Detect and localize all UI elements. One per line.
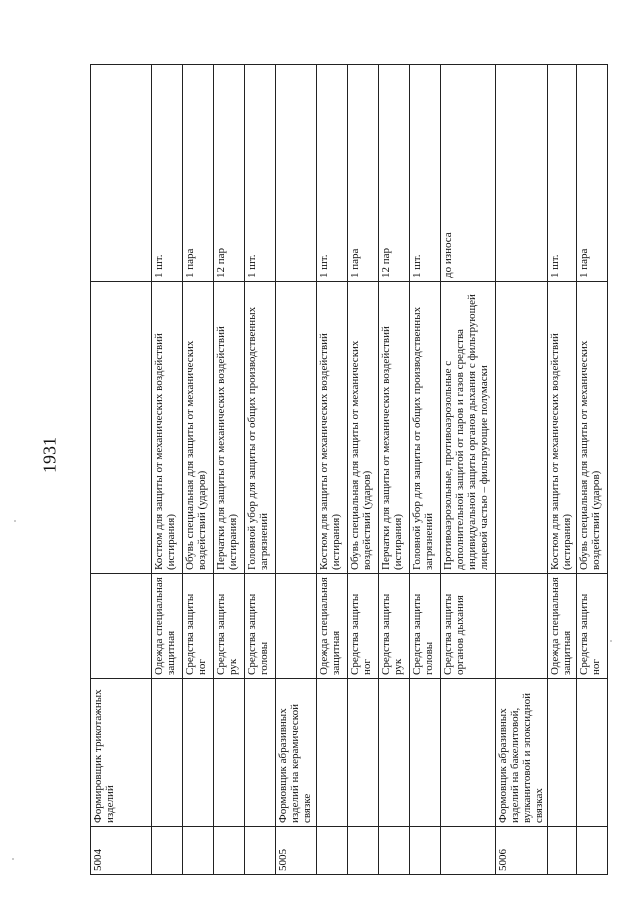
table-row (276, 65, 317, 875)
table-row (317, 65, 348, 875)
profession-name: Формировщик трикотажных изделий (91, 679, 152, 827)
ppe-category: Средства защиты ног (348, 574, 379, 679)
page-number: 1931 (39, 437, 60, 473)
ppe-category: Средства защиты головы (245, 574, 276, 679)
profession-code: 5005 (276, 827, 317, 875)
ppe-category: Одежда специальная защитная (317, 574, 348, 679)
ppe-item: Обувь специальная для защиты от механических воздействий (ударов) (183, 282, 214, 574)
ppe-item: Перчатки для защиты от механических воздействий (истирания) (379, 282, 410, 574)
ppe-category: Средства защиты головы (410, 574, 441, 679)
ppe-category: Одежда специальная защитная (548, 574, 577, 679)
ppe-norm: 1 шт. (548, 65, 577, 282)
table-row (214, 65, 245, 875)
ppe-item: Обувь специальная для защиты от механических воздействий (ударов) (348, 282, 379, 574)
table-row (577, 65, 608, 875)
ppe-category: Средства защиты рук (214, 574, 245, 679)
profession-name: Формовщик абразивных изделий на бакелитовой, вулканитовой и эпоксидной связках (496, 679, 548, 827)
ppe-norm: 1 пара (183, 65, 214, 282)
ppe-item: Противоаэрозольные, противоаэрозольные с дополнительной защитой от паров и газов средства индивидуальной защиты органов дыхания с фильтрующей лицевой частью – фильтрующие полумаски (441, 282, 496, 574)
ppe-item: Костюм для защиты от механических воздействий (истирания) (548, 282, 577, 574)
table-row (548, 65, 577, 875)
table-row (410, 65, 441, 875)
rotated-table-container (90, 65, 602, 875)
ppe-category: Средства защиты органов дыхания (441, 574, 496, 679)
ppe-item: Обувь специальная для защиты от механических воздействий (ударов) (577, 282, 608, 574)
ppe-norms-table (90, 64, 608, 875)
ppe-item: Головной убор для защиты от общих производственных загрязнений (410, 282, 441, 574)
scan-speck (14, 520, 16, 522)
ppe-norm: до износа (441, 65, 496, 282)
profession-code: 5004 (91, 827, 152, 875)
table-row (183, 65, 214, 875)
table-row (348, 65, 379, 875)
ppe-category: Средства защиты ног (183, 574, 214, 679)
ppe-item: Костюм для защиты от механических воздействий (истирания) (317, 282, 348, 574)
ppe-norm: 1 шт. (245, 65, 276, 282)
table-row (91, 65, 152, 875)
ppe-item: Головной убор для защиты от общих производственных загрязнений (245, 282, 276, 574)
ppe-category: Одежда специальная защитная (152, 574, 183, 679)
ppe-norm: 12 пар (214, 65, 245, 282)
table-row (245, 65, 276, 875)
table-row (496, 65, 548, 875)
ppe-item: Костюм для защиты от механических воздействий (истирания) (152, 282, 183, 574)
table-row (152, 65, 183, 875)
table-row (441, 65, 496, 875)
scan-speck (610, 640, 612, 642)
ppe-norm: 1 пара (577, 65, 608, 282)
profession-name: Формовщик абразивных изделий на керамической связке (276, 679, 317, 827)
ppe-norm: 1 шт. (317, 65, 348, 282)
ppe-norm: 1 шт. (152, 65, 183, 282)
ppe-category: Средства защиты ног (577, 574, 608, 679)
profession-code: 5006 (496, 827, 548, 875)
ppe-norm: 1 пара (348, 65, 379, 282)
ppe-norm: 1 шт. (410, 65, 441, 282)
table-row (379, 65, 410, 875)
page-number-box (30, 435, 70, 475)
ppe-category: Средства защиты рук (379, 574, 410, 679)
scan-speck (12, 858, 14, 860)
ppe-item: Перчатки для защиты от механических воздействий (истирания) (214, 282, 245, 574)
ppe-norm: 12 пар (379, 65, 410, 282)
